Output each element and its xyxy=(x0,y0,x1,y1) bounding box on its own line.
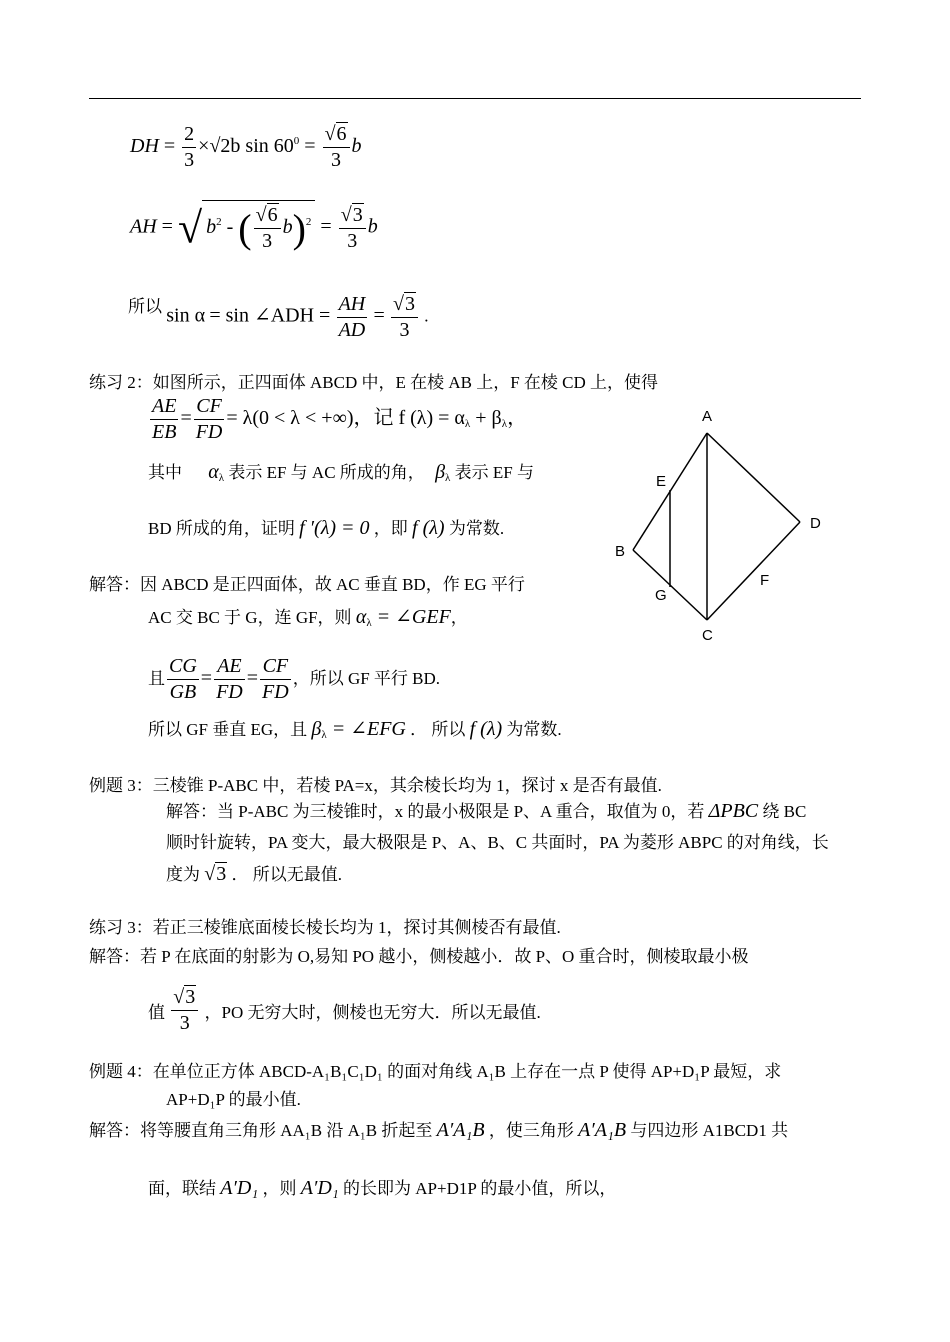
label-a: A xyxy=(702,408,713,425)
equation-ah: AH = √ $b^2$ - ( $\frac{√6}{3}$ b)$^2$ = $\frac{√3}{3}$ b xyxy=(130,200,378,256)
ex3-line1: 例题 3：三棱锥 P-ABC 中，若棱 PA=x，其余棱长均为 1，探讨 x 是否有最值. xyxy=(89,776,662,795)
dh-coef: $\frac{2}{3}$ xyxy=(184,123,195,171)
ex4-line4: 面，联结 A′D₁ ，则 A′D₁ 的长即为 AP+D1P 的最小值，所以， xyxy=(148,1177,617,1199)
ex4-line3: 解答：将等腰直角三角形 AA₁B 沿 A₁B 折起至 A′A₁B ，使三角形 A′A₁B 与四边形 A1BCD1 共 xyxy=(89,1119,789,1141)
sol2-line2: AC 交 BC 于 G，连 GF，则 $\alpha_\lambda$ = ∠GEF， xyxy=(148,606,468,629)
ah-result: $\frac{√3}{3}$ xyxy=(339,203,366,254)
label-g: G xyxy=(655,587,667,604)
sol2-line4: 所以 GF 垂直 EG，且 $\beta_\lambda$ = ∠EFG ． 所以 f (λ) 为常数. xyxy=(148,718,562,741)
tetrahedron-figure xyxy=(600,400,840,650)
dh-mid: ×√2b sin 60 xyxy=(198,135,294,158)
pr3-line3: 值 $\frac{√3}{3}$ ，PO 无穷大时，侧棱也无穷大．所以无最值. xyxy=(148,986,541,1034)
header-rule xyxy=(89,98,861,99)
ex2-line3: 其中 $\alpha_\lambda$ 表示 EF 与 AC 所成的角， $\beta_\lambda$ 表示 EF 与 xyxy=(148,461,534,484)
ah-lhs: AH xyxy=(130,215,157,238)
edge-cd xyxy=(707,522,800,620)
ex3-line2: 解答：当 P-ABC 为三棱锥时，x 的最小极限是 P、A 重合，取值为 0，若 ΔPBC 绕 BC xyxy=(166,800,807,822)
label-e: E xyxy=(656,473,667,490)
ex4-line1: 例题 4：在单位正方体 ABCD-A₁B₁C₁D₁ 的面对角线 A₁B 上存在一点 P 使得 AP+D₁P 最短，求 xyxy=(89,1062,782,1081)
label-f: F xyxy=(760,572,770,589)
label-b: B xyxy=(615,543,626,560)
equation-sin: 所以 sin α = sin ∠ADH = $\frac{AH}{AD}$ = $\frac{√3}{3}$ . xyxy=(128,293,429,341)
ex3-line3: 顺时针旋转，PA 变大，最大极限是 P、A、B、C 共面时，PA 为菱形 ABPC 的对角线，长 xyxy=(166,833,829,852)
ex2-line4: BD 所成的角，证明 f ′(λ) = 0 ，即 f (λ) 为常数. xyxy=(148,517,505,539)
ex2-condition: $\frac{AE}{EB}$ = $\frac{CF}{FD}$ = λ(0 < λ < +∞)，记 f $(\lambda) = \alpha_\lambda + \beta_\lambda$， xyxy=(152,395,528,443)
label-d: D xyxy=(810,515,821,532)
ex2-line1: 练习 2：如图所示，正四面体 ABCD 中，E 在棱 AB 上，F 在棱 CD 上，使得 xyxy=(89,373,659,392)
edge-ad xyxy=(707,433,800,522)
dh-result: $\frac{√6}{3}$ xyxy=(323,122,350,173)
equation-dh: DH = $\frac{2}{3}$ ×√2b $\sin 60^0$ = $\frac{√6}{3}$ b xyxy=(130,123,362,171)
ex3-line4: 度为 √3 ． 所以无最值. xyxy=(166,863,342,885)
dh-deg: 0 xyxy=(293,135,300,148)
ex4-line2: AP+D₁P 的最小值. xyxy=(166,1090,301,1109)
sol2-line3: 且 $\frac{CG}{GB}$ = $\frac{AE}{FD}$ = $\frac{CF}{FD}$ ，所以 GF 平行 BD. xyxy=(148,655,441,703)
dh-lhs: DH xyxy=(130,135,159,158)
sol2-line1: 解答：因 ABCD 是正四面体，故 AC 垂直 BD，作 EG 平行 xyxy=(89,575,525,594)
pr3-line2: 解答：若 P 在底面的射影为 O,易知 PO 越小，侧棱越小．故 P、O 重合时，侧棱取最小极 xyxy=(89,947,749,966)
label-c: C xyxy=(702,627,713,644)
pr3-line1: 练习 3：若正三棱锥底面棱长棱长均为 1，探讨其侧棱否有最值. xyxy=(89,918,561,937)
